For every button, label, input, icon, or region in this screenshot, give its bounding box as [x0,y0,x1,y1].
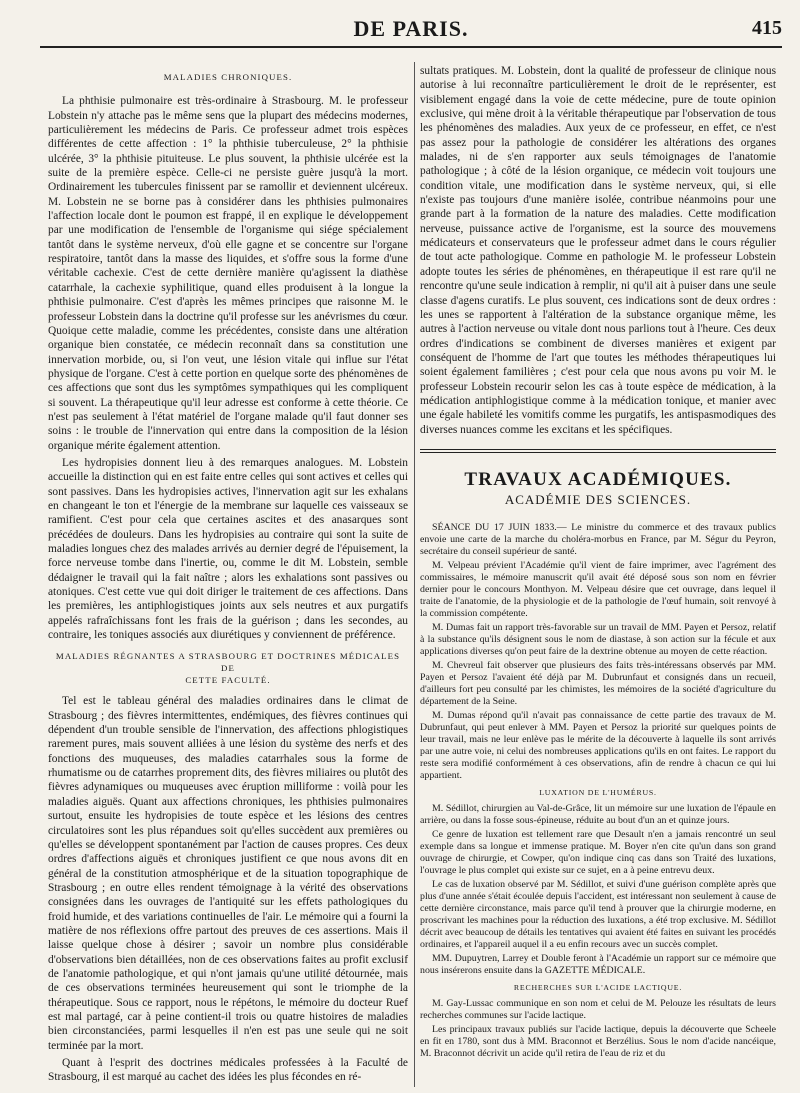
paragraph: La phthisie pulmonaire est très-ordinaire à Strasbourg. M. le professeur Lobstein n'y attache pas le même sens que la plupart des médecins modernes, particulièrement les médecins de Paris. Ce professeur admet trois espèces différentes de cette affection : 1° la phthisie tuberculeuse, 2° la phthisie ulcérée, 3° la phthisie pituiteuse. Le plus souvent, la phthisie ulcérée est la suite de la première espèce. Celle-ci ne persiste guère jusqu'à la mort. Ordinairement les tubercules finissent par se ramollir et deviennent ulcéreux. M. Lobstein ne se borne pas à considérer dans les phthisies pulmonaires l'affection locale dont le poumon est frappé, il en explique le développement par une modification de l'ensemble de l'organisme qui siége spécialement tantôt dans le système nerveux, d'où elle gagne et se concentre sur l'organe respiratoire, tantôt dans la masse des liquides, et s'offre sous la forme d'une véritable cachexie. C'est de cette dernière manière qu'agissent la diathèse catarrhale, la cachexie syphilitique, quand elles produisent à la longue la phthisie pulmonaire. C'est d'après les mêmes principes que raisonne M. le professeur Lobstein dans la doctrine qu'il professe sur les anévrismes du cœur. Quoique cette maladie, comme les précédentes, consiste dans une altération organique bien constatée, ce médecin reconnaît dans sa constitution une innervation morbide, ou, si l'on veut, une lésion vitale qui influe sur l'état physique de l'organe. C'est à cette portion en quelque sorte des phénomènes de ces affections que sont dus les symptômes sympathiques qui les compliquent si souvent. La thérapeutique qu'il leur adresse est conforme à cette théorie. Ce n'est pas seulement à l'état matériel de l'organe malade qu'il faut donner ses soins : le trouble de l'innervation qui entre dans la composition de la lésion organique mérite également attention. [48,95,408,452]
left-column [48,64,408,1088]
paragraph: Quant à l'esprit des doctrines médicales professées à la Faculté de Strasbourg, il est marqué au cachet des idées les plus fécondes en ré- [48,1057,408,1084]
report-paragraph: SÉANCE DU 17 JUIN 1833.— Le ministre du commerce et des travaux publics envoie une carte de la marche du choléra-morbus en France, par M. Ségur du Peyron, secrétaire du conseil supérieur de santé. [420,521,776,557]
report-paragraph: M. Chevreul fait observer que plusieurs des faits très-intéressans observés par MM. Payen et Persoz l'avaient été déjà par M. Dubrunfaut et consignés dans un recueil, d'ailleurs fort peu consulté par les chimistes, les mémoires de la société d'agriculture du département de la Seine. [420,659,776,707]
page-number: 415 [752,17,782,39]
right-column [420,64,776,1062]
paragraph: Tel est le tableau général des maladies ordinaires dans le climat de Strasbourg ; des fièvres intermittentes, endémiques, des fièvres continues qui dépendent d'un trouble sensible de l'innervation, des affections phlogistiques rarement pures, mais souvent alliées à une lésion du système des nerfs et des fonctions des muqueuses, des maladies catarrhales sous la forme de rhumatisme ou de catarrhes proprement dits, des fièvres miliaires ou plutôt des fièvres adynamiques ou muqueuses avec éruption milliforme : voilà pour les maladies aiguës. Quant aux affections chroniques, les phthisies pulmonaires surtout, ensuite les hydropisies de toute espèce et les lésions des centres circulatoires sont les plus répandues soit qu'elles succèdent aux premières ou qu'elles se développent spontanément par l'action de causes propres. Ces deux ordres d'affections aiguës et chroniques justifient ce que nous avons dit en général de la constitution atmosphérique et de la situation topographique de Strasbourg ; en outre elles rendent témoignage à la vérité des observations consignées dans les ouvrages de l'antiquité sur les effets pathologiques du froid humide, et des variations continuelles de l'air. Le mémoire qui a fourni la matière de nos réflexions offre partout des preuves de ces assertions. Mais il laisse quelque chose à désirer ; savoir un nombre plus considérable d'observations bien détaillées, non de ces observations faites au profit exclusif de l'anatomie pathologique, et qui n'ont jamais qu'une utilité détournée, mais de ces observations terminées heureusement qui sont le triomphe de la thérapeutique. Sous ce rapport, nous le répétons, le mémoire du docteur Ruef est mal partagé, car à peine contient-il trois ou quatre histoires de maladies bien circonstanciées, parmi lesquelles il n'en est pas une seule qui ne soit terminée par la mort. [48,695,408,1052]
section-subtitle-academie: ACADÉMIE DES SCIENCES. [504,492,692,508]
academy-report [420,522,776,1060]
paragraph: sultats pratiques. M. Lobstein, dont la qualité de professeur de clinique nous autorise à lui reconnaître particulièrement le droit de le représenter, est visiblement engagé dans la voie de cette médecine, pure de toute opinion exclusive, qui mène droit à la véritable thérapeutique par l'observation de tous les phénomènes des maladies. Aux yeux de ce professeur, en effet, ce n'est pas assez pour la pathologie de considérer les altérations des organes malades, ni de s'en rapporter aux seuls témoignages de l'anatomie pathologique ; à côté de la lésion organique, ce médecin voit toujours une condition vitale, une modification dans le système nerveux, qui, si elle n'existe pas toujours d'une manière isolée, contribue néanmoins pour une grande part à la formation de la nature des maladies. Cette modification nerveuse, puissance active de l'organisme, est la source des mouvemens médicateurs et conservateurs que le professeur admet dans le cours régulier de tout acte pathologique. Comme en pathologie M. le professeur Lobstein adopte toutes les séries de phénomènes, en thérapeutique il est rare qu'il ne rencontre qu'une seule indication à remplir, ni qu'il ait à puiser dans une seule classe d'agens curatifs. Le plus souvent, ces indications sont de deux ordres : les unes se rapportent à l'altération de la substance organique même, les autres à l'action nerveuse ou vitale dont nous parlions tout à l'heure. Ces deux ordres d'indications se combinent de diverses manières et exigent par conséquent de l'homme de l'art que toutes les méthodes thérapeutiques lui soient également familières ; c'est pour cela que nous avons pu voir M. le professeur Lobstein recourir selon les cas à toute espèce de médication, à la médication antiphlogistique comme à la médication tonique, et manier avec une égale habileté les vomitifs comme les purgatifs, les antispasmodiques des diverses nuances comme les excitans et les spécifiques. [420,65,776,436]
subheading-acide-lactique: RECHERCHES SUR L'ACIDE LACTIQUE. [513,982,683,992]
section-rule [420,449,776,453]
report-paragraph: M. Gay-Lussac communique en son nom et celui de M. Pelouze les résultats de leurs recherches communes sur l'acide lactique. [420,997,776,1021]
section-heading-line: CETTE FACULTÉ. [185,675,271,686]
section-heading-chroniques: MALADIES CHRONIQUES. [163,72,293,82]
report-paragraph: M. Dumas répond qu'il n'avait pas connaissance de cette partie des travaux de M. Dubrunfaut, qui peut enlever à MM. Payen et Persoz la priorité sur quelques points de leur travail, mais ne leur enlève pas le mérite de la découverte à laquelle ils sont arrivés par une autre voie, ni celui des nombreuses applications qu'ils en ont faites. Le rapport du reste sera modifié conformément à ces observations, afin de rendre à chacun ce qui lui appartient. [420,709,776,781]
section-heading-line: MALADIES RÉGNANTES A STRASBOURG ET DOCTRINES MÉDICALES DE [55,651,401,674]
section-heading-regnantes [48,650,408,686]
report-paragraph: MM. Dupuytren, Larrey et Double feront à l'Académie un rapport sur ce mémoire que nous insérerons ensuite dans la GAZETTE MÉDICALE. [420,952,776,976]
paragraph: Les hydropisies donnent lieu à des remarques analogues. M. Lobstein accueille la distinction qui en est faite entre celles qui sont actives et celles qui sont passives. Dans les hydropisies actives, l'innervation agit sur les exhalans en changeant le ton et l'énergie de la membrane sur laquelle ces vaisseaux se ramifient. C'est pour cela que certaines ascites et des anasarques sont précédées de douleurs. Dans les hydropisies au contraire qui sont la suite de maladies longues chez des malades arrivés au dernier degré de l'épuisement, la force nerveuse tombe dans l'inertie, ou, comme le dit M. Lobstein, semble dédaigner le travail qui la fait naître ; alors les exhalations sont passives ou atoniques. C'est cette vue qui doit diriger le traitement de ces affections. Dans les premières, les antiphlogistiques joints aux sels neutres et aux purgatifs appelés rafraîchissans font les frais de la guérison ; dans les secondes, au contraire, les toniques associés aux diurétiques y conviennent de préférence. [48,456,408,642]
report-paragraph: M. Velpeau prévient l'Académie qu'il vient de faire imprimer, avec l'agrément des commissaires, le mémoire manuscrit qu'il avait été déposé sous son nom en février dernier pour le concours Monthyon. M. Velpeau désire que cet ouvrage, dans lequel il traite de l'anatomie, de la physiologie et de la pathologie de l'œuf humain, soit renvoyé à la commission compétente. [420,559,776,619]
report-paragraph: Les principaux travaux publiés sur l'acide lactique, depuis la découverte que Scheele en fit en 1780, sont dus à MM. Braconnot et Berzélius. Sous le nom d'acide nancéique, M. Braconnot décrivit un acide qu'il retira de l'eau de riz et du [420,1023,776,1059]
column-divider [414,62,415,1087]
page-title: DE PARIS. [353,16,469,41]
report-paragraph: Le cas de luxation observé par M. Sédillot, et suivi d'une guérison complète après que plus d'une année s'était écoulée depuis l'accident, est intéressant non seulement à cause de cette dernière circonstance, mais parce qu'il tend à prouver que la chirurgie moderne, en proscrivant les machines pour la réduction des luxations, a été trop exclusive. M. Sédillot décrit avec beaucoup de détails les tentatives qui avaient été faites en suivant les procédés ordinaires, et l'appareil auquel il a eu enfin recours avec un succès complet. [420,878,776,950]
report-paragraph: Ce genre de luxation est tellement rare que Desault n'en a jamais rencontré un seul exemple dans sa longue et immense pratique. M. Boyer n'en cite qu'un dans son grand ouvrage de chirurgie, et Cowper, qu'on indique cinq cas dans son Traité des luxations, l'ouvrage le plus complet qui existe sur ce sujet, en a à peine entrevu deux. [420,828,776,876]
report-paragraph: M. Dumas fait un rapport très-favorable sur un travail de MM. Payen et Persoz, relatif à la substance qu'ils désignent sous le nom de diastase, à son action sur la fécule et aux applications diverses qu'on peut faire de la dextrine obtenue au moyen de cette réaction. [420,621,776,657]
section-title-travaux: TRAVAUX ACADÉMIQUES. [464,468,732,490]
page-header [40,14,782,48]
subheading-luxation: LUXATION DE L'HUMÉRUS. [539,787,657,797]
report-paragraph: M. Sédillot, chirurgien au Val-de-Grâce, lit un mémoire sur une luxation de l'épaule en arrière, ou dans la fosse sous-épineuse, réduite au bout d'un an et quinze jours. [420,802,776,826]
